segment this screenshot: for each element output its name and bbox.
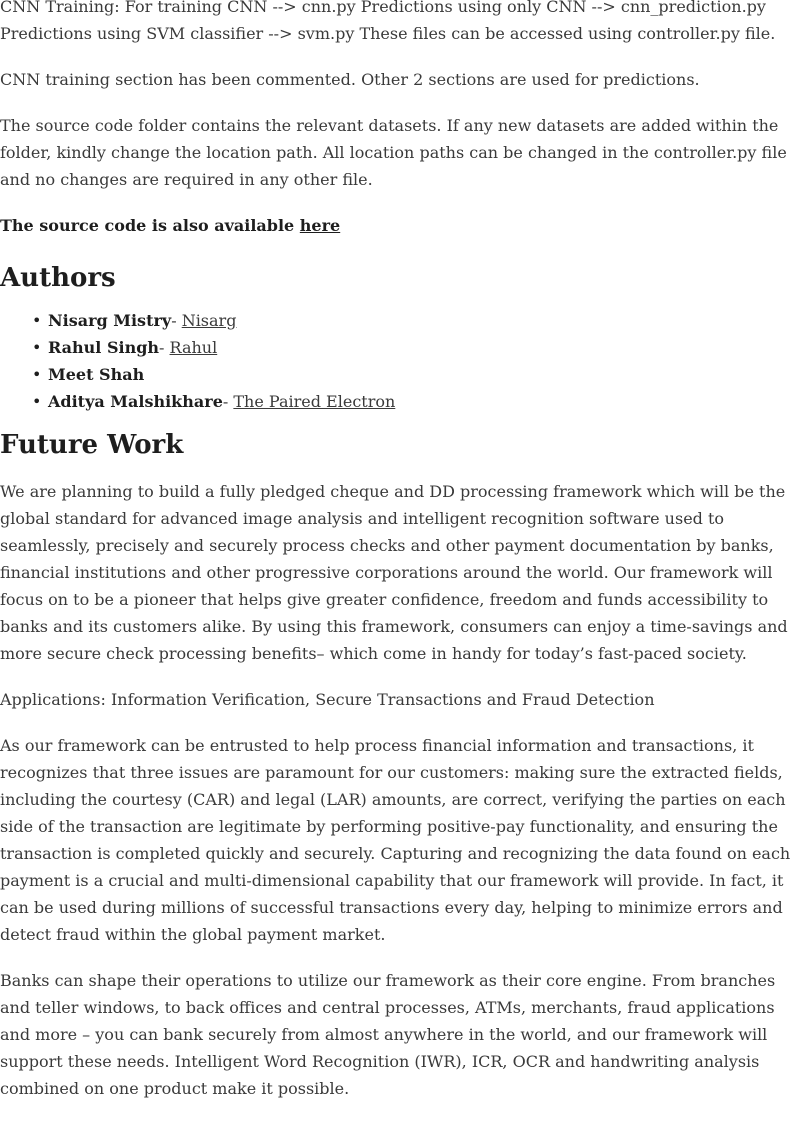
author-item [48,361,800,388]
source-code-line [0,212,800,239]
source-code-text: The source code is also available [0,216,300,235]
authors-heading: Authors [0,263,116,293]
future-work-paragraph-applications: Applications: Information Verification, Secure Transactions and Fraud Detection [0,690,655,709]
intro-paragraph-datasets: The source code folder contains the relevant datasets. If any new datasets are added within the folder, kindly change the location path. All location paths can be changed in the controller.py file and no changes are required in any other file. [0,116,787,189]
author-name: Rahul Singh [48,338,160,357]
intro-paragraph-cnn: CNN Training: For training CNN --> cnn.py Predictions using only CNN --> cnn_prediction.py Predictions using SVM classifier --> svm.py These files can be accessed using controller.py file. [0,0,776,43]
author-profile-link[interactable]: Rahul [169,338,218,357]
author-separator: - [222,392,234,411]
author-name: Meet Shah [48,365,145,384]
author-item [48,334,800,361]
author-name: Aditya Malshikhare [48,392,223,411]
author-separator: - [171,311,182,330]
author-separator: - [159,338,170,357]
intro-paragraph-commented: CNN training section has been commented. Other 2 sections are used for predictions. [0,70,700,89]
authors-list [0,307,800,415]
author-profile-link[interactable]: The Paired Electron [233,392,396,411]
future-work-paragraph-banks: Banks can shape their operations to utilize our framework as their core engine. From branches and teller windows, to back offices and central processes, ATMs, merchants, fraud applications and more – you can bank securely from almost anywhere in the world, and our framework will support these needs. Intelligent Word Recognition (IWR), ICR, OCR and handwriting analysis combined on one product make it possible. [0,971,776,1098]
future-work-paragraph-framework: We are planning to build a fully pledged cheque and DD processing framework which will be the global standard for advanced image analysis and intelligent recognition software used to seamlessly, precisely and securely process checks and other payment documentation by banks, financial institutions and other progressive corporations around the world. Our framework will focus on to be a pioneer that helps give greater confidence, freedom and funds accessibility to banks and its customers alike. By using this framework, consumers can enjoy a time-savings and more secure check processing benefits– which come in handy for today’s fast-paced society. [0,482,788,663]
author-profile-link[interactable]: Nisarg [181,311,237,330]
future-work-heading: Future Work [0,430,184,460]
source-code-link[interactable]: here [299,216,341,235]
author-item [48,307,800,334]
author-item [48,388,800,415]
author-name: Nisarg Mistry [48,311,172,330]
future-work-paragraph-issues: As our framework can be entrusted to help process financial information and transactions, it recognizes that three issues are paramount for our customers: making sure the extracted fields, including the courtesy (CAR) and legal (LAR) amounts, are correct, verifying the parties on each side of the transaction are legitimate by performing positive-pay functionality, and ensuring the transaction is completed quickly and securely. Capturing and recognizing the data found on each payment is a crucial and multi-dimensional capability that our framework will provide. In fact, it can be used during millions of successful transactions every day, helping to minimize errors and detect fraud within the global payment market. [0,736,791,944]
